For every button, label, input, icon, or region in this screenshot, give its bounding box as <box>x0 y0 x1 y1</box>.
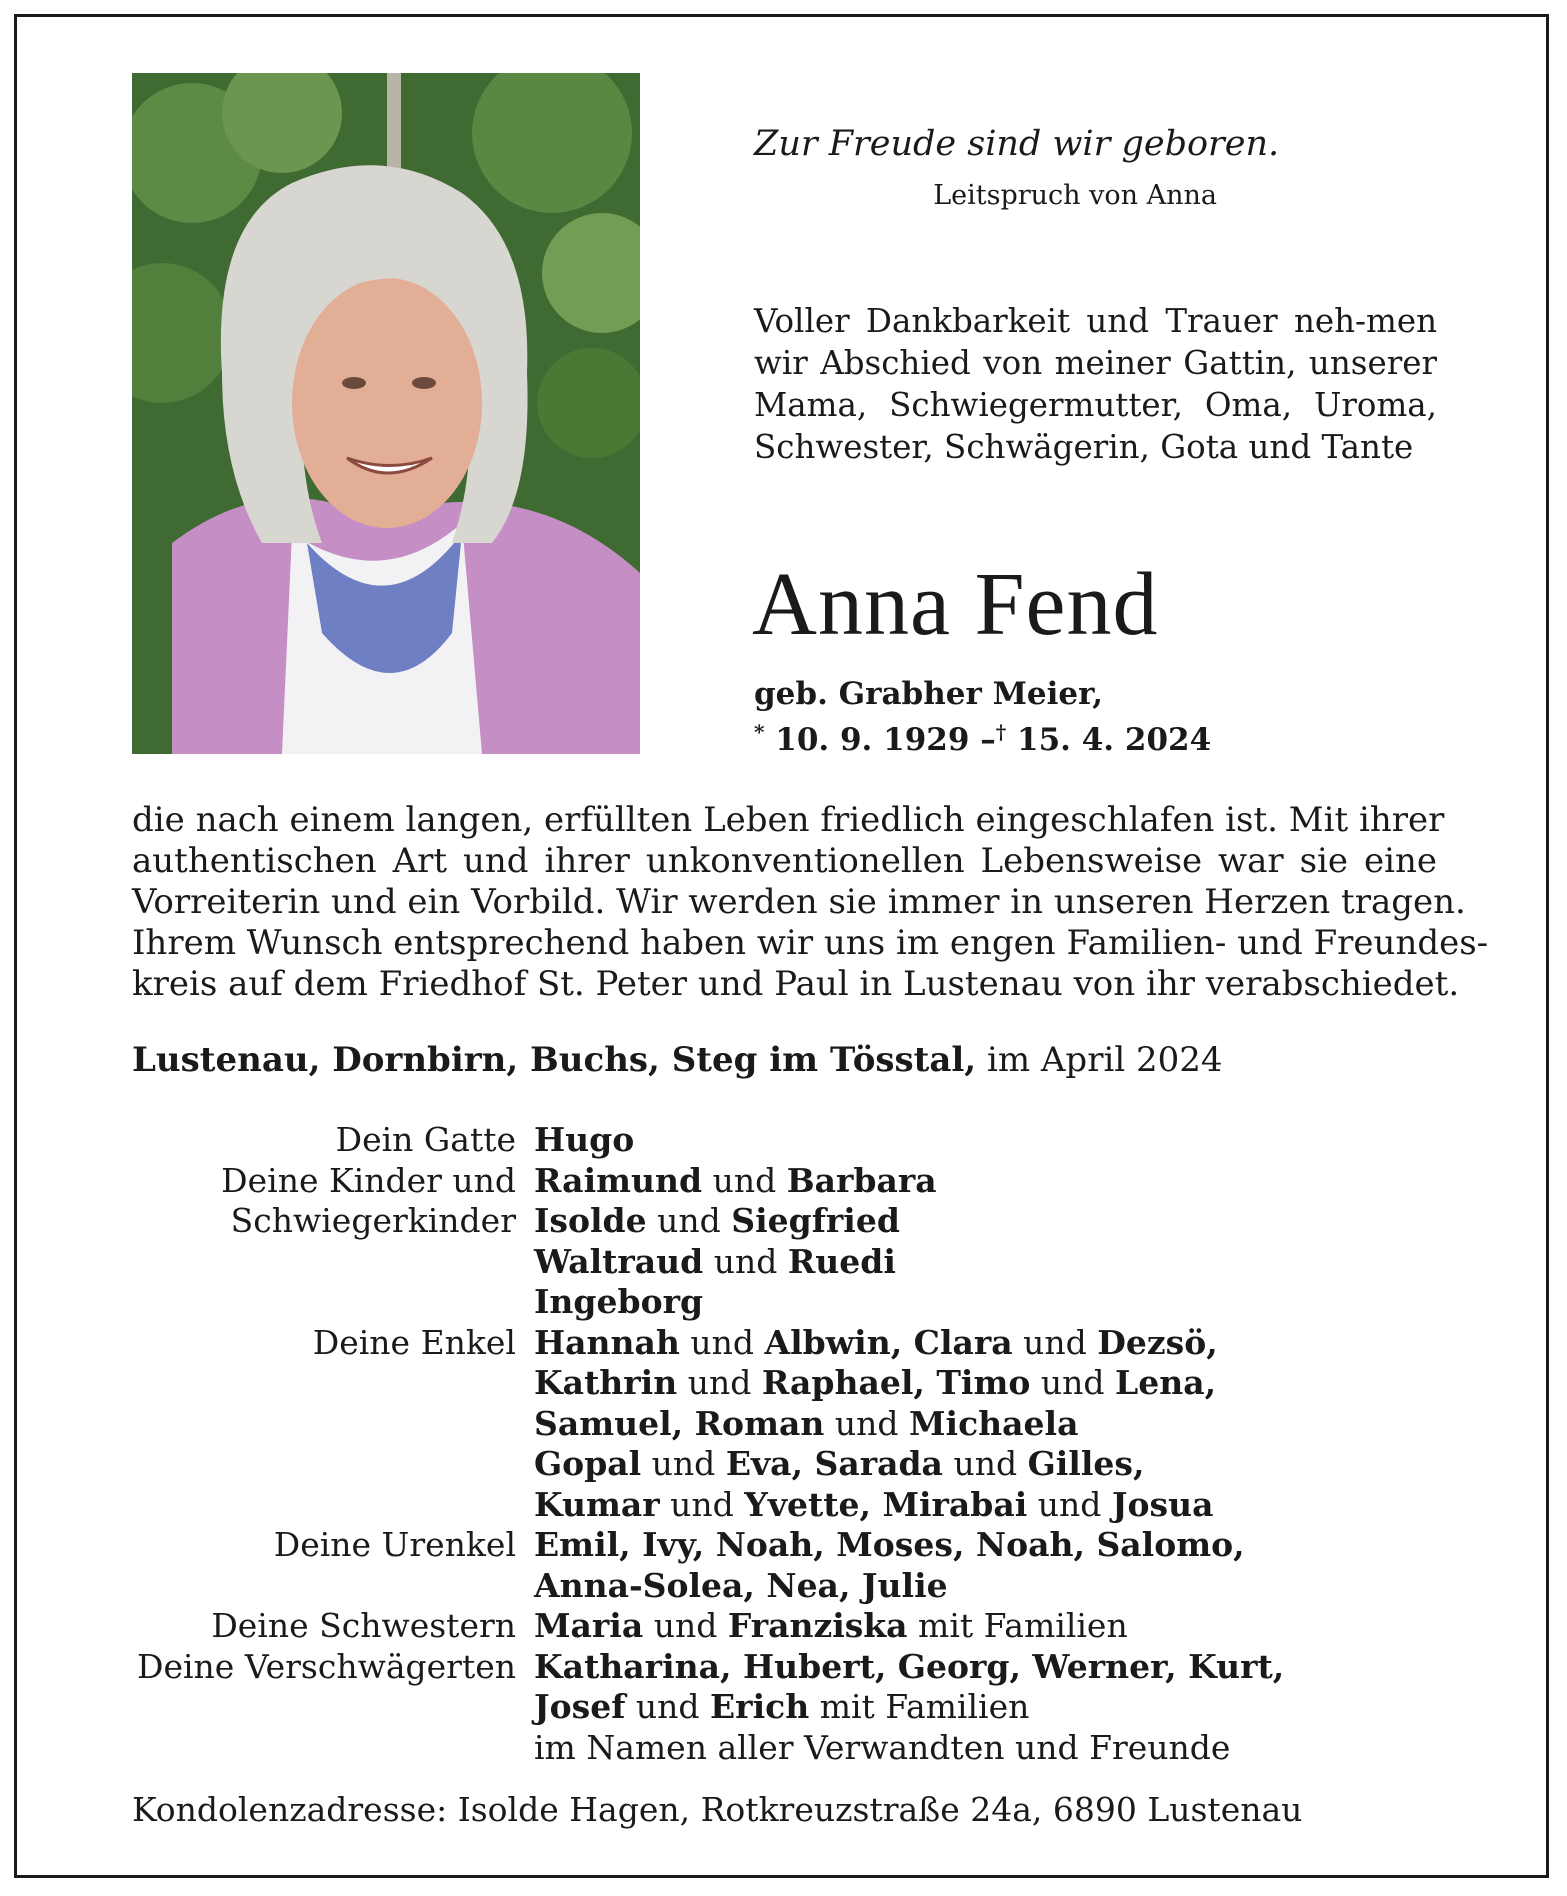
survivor-row <box>132 1485 1437 1526</box>
survivor-relation-label <box>132 1687 534 1728</box>
connector-text: und <box>625 1687 711 1726</box>
survivor-relation-label <box>132 1242 534 1283</box>
survivor-row <box>132 1161 1437 1202</box>
survivor-row <box>132 1120 1437 1161</box>
survivor-names <box>534 1404 1078 1445</box>
connector-text: und <box>1030 1363 1116 1402</box>
body-line: authentischen Art und ihrer unkonventionellen Lebensweise war sie eine <box>132 841 1437 881</box>
survivor-name: Waltraud <box>534 1241 704 1281</box>
survivor-name: Albwin, Clara <box>764 1322 1013 1362</box>
survivor-row <box>132 1323 1437 1364</box>
connector-text: und <box>641 1444 726 1483</box>
survivor-name: Michaela <box>909 1403 1079 1443</box>
survivor-relation-label <box>132 1485 534 1526</box>
survivor-relation-label: Dein Gatte <box>335 1120 516 1159</box>
survivor-row <box>132 1201 1437 1242</box>
survivor-relation-label <box>132 1444 534 1485</box>
birth-date: 10. 9. 1929 <box>775 722 970 758</box>
survivor-name: Eva, Sarada <box>725 1444 943 1483</box>
survivor-names <box>534 1525 1245 1566</box>
place-names: Lustenau, Dornbirn, Buchs, Steg im Tösstal, <box>132 1040 977 1080</box>
survivor-names <box>534 1687 1029 1728</box>
portrait-photo <box>132 73 640 754</box>
intro-paragraph: Voller Dankbarkeit und Trauer neh-men wir Abschied von meiner Gattin, unserer Mama, Schwiegermutter, Oma, Uroma, Schwester, Schwägerin, Gota und Tante <box>754 302 1437 466</box>
survivor-relation-label: Deine Urenkel <box>273 1525 516 1564</box>
connector-text: und <box>677 1363 762 1402</box>
survivor-name: Josef <box>534 1687 626 1726</box>
survivors-list <box>132 1120 1437 1768</box>
survivor-row <box>132 1525 1437 1566</box>
survivor-name: Kathrin <box>534 1363 678 1402</box>
survivor-relation-label <box>132 1728 534 1769</box>
body-line: die nach einem langen, erfüllten Leben friedlich eingeschlafen ist. Mit ihrer <box>132 800 1445 840</box>
connector-text: und <box>679 1322 765 1362</box>
connector-text: und <box>646 1201 732 1240</box>
connector-text: und <box>824 1403 909 1443</box>
survivor-relation-label <box>132 1282 534 1323</box>
survivor-names <box>534 1647 1284 1688</box>
survivor-row <box>132 1444 1437 1485</box>
survivor-relation-label <box>132 1363 534 1404</box>
survivor-name: Ingeborg <box>534 1282 704 1321</box>
survivor-names <box>534 1282 703 1323</box>
body-line: Ihrem Wunsch entsprechend haben wir uns im engen Familien- und Freundes- <box>132 923 1489 963</box>
survivor-name: Gilles, <box>1027 1444 1145 1483</box>
survivor-name: Katharina, Hubert, Georg, Werner, Kurt, <box>534 1646 1285 1686</box>
connector-text: und <box>643 1606 728 1645</box>
survivor-name: Hugo <box>534 1120 635 1159</box>
survivor-name: Raphael, Timo <box>761 1363 1031 1402</box>
survivor-name: Lena, <box>1115 1363 1217 1402</box>
survivor-names <box>534 1728 1230 1769</box>
survivor-relation-label: Deine Schwestern <box>211 1606 516 1645</box>
connector-text: und <box>942 1444 1028 1483</box>
birth-name: geb. Grabher Meier, <box>754 676 1104 712</box>
condolence-address: Kondolenzadresse: Isolde Hagen, Rotkreuzstraße 24a, 6890 Lustenau <box>132 1790 1303 1829</box>
connector-text: und <box>1027 1484 1112 1524</box>
survivor-names <box>534 1161 937 1202</box>
survivor-row <box>132 1566 1437 1607</box>
notice-date: im April 2024 <box>986 1040 1223 1080</box>
survivor-names <box>534 1242 896 1283</box>
survivor-name: Raimund <box>534 1160 703 1200</box>
survivor-name: Isolde <box>534 1201 647 1240</box>
motto-source: Leitspruch von Anna <box>933 180 1217 211</box>
survivor-row <box>132 1404 1437 1445</box>
connector-text: mit Familien <box>809 1687 1030 1726</box>
survivor-name: Franziska <box>727 1606 908 1645</box>
survivor-name: Erich <box>710 1687 810 1726</box>
survivor-name: Hannah <box>534 1322 680 1362</box>
survivor-names <box>534 1323 1218 1364</box>
survivor-name: Dezsö, <box>1097 1322 1218 1362</box>
date-dash: – <box>980 722 996 758</box>
survivor-row <box>132 1728 1437 1769</box>
survivor-name: Ruedi <box>787 1241 896 1281</box>
body-paragraph <box>132 800 1489 1005</box>
survivor-relation-label: Deine Enkel <box>312 1322 516 1362</box>
connector-text: und <box>1012 1322 1098 1362</box>
motto-quote: Zur Freude sind wir geboren. <box>754 124 1280 164</box>
survivor-name: Barbara <box>786 1160 937 1200</box>
deceased-name: Anna Fend <box>752 555 1159 654</box>
survivor-names <box>534 1485 1213 1526</box>
survivor-name: Samuel, Roman <box>534 1403 825 1443</box>
survivor-name: Anna-Solea, Nea, Julie <box>534 1565 948 1605</box>
survivor-row <box>132 1687 1437 1728</box>
survivor-names <box>534 1201 900 1242</box>
survivor-name: Maria <box>534 1606 644 1645</box>
body-line: Vorreiterin und ein Vorbild. Wir werden sie immer in unseren Herzen tragen. <box>132 882 1466 922</box>
survivor-relation-label: Deine Verschwägerten <box>137 1646 516 1686</box>
survivor-relation-label: Deine Kinder und <box>221 1160 516 1200</box>
life-dates <box>754 722 1211 758</box>
survivor-names <box>534 1566 948 1607</box>
survivor-row <box>132 1363 1437 1404</box>
connector-text: und <box>702 1160 787 1200</box>
connector-text: und <box>703 1241 788 1281</box>
survivor-row <box>132 1647 1437 1688</box>
connector-text: im Namen aller Verwandten und Freunde <box>534 1727 1231 1767</box>
survivor-row <box>132 1282 1437 1323</box>
death-date: 15. 4. 2024 <box>1017 722 1212 758</box>
survivor-names <box>534 1363 1216 1404</box>
survivor-name: Josua <box>1111 1484 1214 1524</box>
survivor-name: Gopal <box>534 1444 642 1483</box>
survivor-row <box>132 1606 1437 1647</box>
survivor-row <box>132 1242 1437 1283</box>
death-symbol: † <box>995 720 1007 744</box>
body-line: kreis auf dem Friedhof St. Peter und Paul in Lustenau von ihr verabschiedet. <box>132 964 1460 1004</box>
survivor-relation-label <box>132 1404 534 1445</box>
survivor-name: Siegfried <box>731 1201 900 1240</box>
survivor-relation-label: Schwiegerkinder <box>230 1201 516 1240</box>
survivor-names <box>534 1606 1128 1647</box>
survivor-names <box>534 1444 1144 1485</box>
places-line <box>132 1040 1223 1080</box>
survivor-name: Yvette, Mirabai <box>744 1484 1028 1524</box>
survivor-relation-label <box>132 1566 534 1607</box>
connector-text: mit Familien <box>907 1606 1128 1645</box>
birth-symbol: * <box>754 720 765 744</box>
connector-text: und <box>659 1484 745 1524</box>
survivor-name: Kumar <box>534 1484 660 1524</box>
survivor-names <box>534 1120 634 1161</box>
survivor-name: Emil, Ivy, Noah, Moses, Noah, Salomo, <box>534 1525 1245 1564</box>
